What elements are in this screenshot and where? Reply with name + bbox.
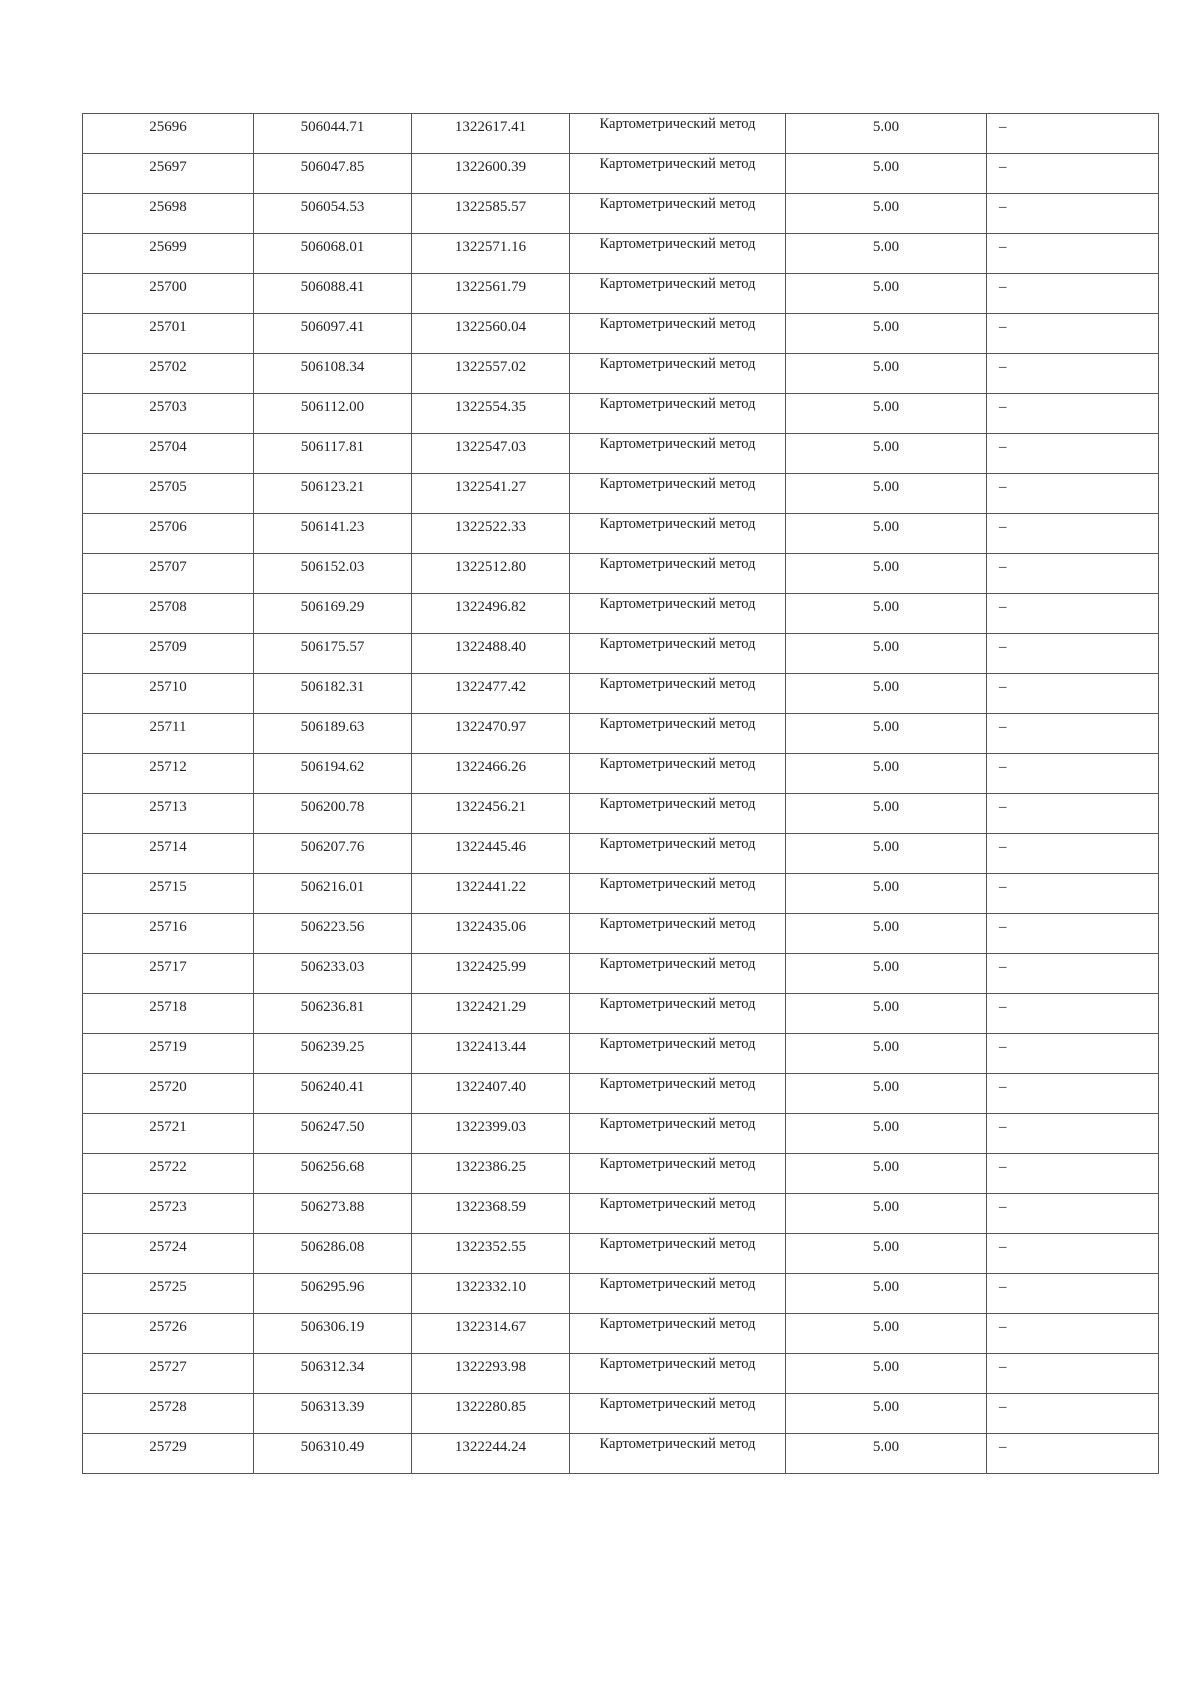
x-coordinate-cell: 506189.63 <box>254 714 412 754</box>
note-cell: – <box>987 1154 1159 1194</box>
table-row <box>83 954 1159 994</box>
point-number-cell: 25713 <box>83 794 254 834</box>
table-row <box>83 274 1159 314</box>
table-row <box>83 1034 1159 1074</box>
x-coordinate-cell: 506312.34 <box>254 1354 412 1394</box>
x-coordinate-cell: 506044.71 <box>254 114 412 154</box>
accuracy-cell: 5.00 <box>786 554 987 594</box>
method-cell: Картометрический метод <box>570 954 786 994</box>
accuracy-cell: 5.00 <box>786 1034 987 1074</box>
accuracy-cell: 5.00 <box>786 874 987 914</box>
x-coordinate-cell: 506068.01 <box>254 234 412 274</box>
accuracy-cell: 5.00 <box>786 314 987 354</box>
point-number-cell: 25703 <box>83 394 254 434</box>
x-coordinate-cell: 506182.31 <box>254 674 412 714</box>
coordinates-table-body <box>83 114 1159 1474</box>
accuracy-cell: 5.00 <box>786 1314 987 1354</box>
note-cell: – <box>987 554 1159 594</box>
table-row <box>83 1154 1159 1194</box>
table-row <box>83 314 1159 354</box>
point-number-cell: 25719 <box>83 1034 254 1074</box>
table-row <box>83 1394 1159 1434</box>
accuracy-cell: 5.00 <box>786 114 987 154</box>
point-number-cell: 25702 <box>83 354 254 394</box>
note-cell: – <box>987 754 1159 794</box>
table-row <box>83 114 1159 154</box>
method-cell: Картометрический метод <box>570 1154 786 1194</box>
y-coordinate-cell: 1322435.06 <box>412 914 570 954</box>
point-number-cell: 25716 <box>83 914 254 954</box>
accuracy-cell: 5.00 <box>786 234 987 274</box>
accuracy-cell: 5.00 <box>786 194 987 234</box>
table-row <box>83 674 1159 714</box>
y-coordinate-cell: 1322421.29 <box>412 994 570 1034</box>
accuracy-cell: 5.00 <box>786 1434 987 1474</box>
note-cell: – <box>987 354 1159 394</box>
method-cell: Картометрический метод <box>570 1194 786 1234</box>
table-row <box>83 1194 1159 1234</box>
method-cell: Картометрический метод <box>570 194 786 234</box>
y-coordinate-cell: 1322496.82 <box>412 594 570 634</box>
table-row <box>83 794 1159 834</box>
method-cell: Картометрический метод <box>570 1114 786 1154</box>
note-cell: – <box>987 194 1159 234</box>
y-coordinate-cell: 1322522.33 <box>412 514 570 554</box>
point-number-cell: 25698 <box>83 194 254 234</box>
accuracy-cell: 5.00 <box>786 354 987 394</box>
note-cell: – <box>987 994 1159 1034</box>
x-coordinate-cell: 506233.03 <box>254 954 412 994</box>
y-coordinate-cell: 1322425.99 <box>412 954 570 994</box>
y-coordinate-cell: 1322585.57 <box>412 194 570 234</box>
note-cell: – <box>987 1274 1159 1314</box>
y-coordinate-cell: 1322470.97 <box>412 714 570 754</box>
note-cell: – <box>987 594 1159 634</box>
y-coordinate-cell: 1322386.25 <box>412 1154 570 1194</box>
y-coordinate-cell: 1322466.26 <box>412 754 570 794</box>
point-number-cell: 25712 <box>83 754 254 794</box>
y-coordinate-cell: 1322407.40 <box>412 1074 570 1114</box>
point-number-cell: 25697 <box>83 154 254 194</box>
table-row <box>83 554 1159 594</box>
point-number-cell: 25708 <box>83 594 254 634</box>
method-cell: Картометрический метод <box>570 874 786 914</box>
method-cell: Картометрический метод <box>570 1434 786 1474</box>
note-cell: – <box>987 874 1159 914</box>
y-coordinate-cell: 1322554.35 <box>412 394 570 434</box>
y-coordinate-cell: 1322314.67 <box>412 1314 570 1354</box>
method-cell: Картометрический метод <box>570 314 786 354</box>
point-number-cell: 25707 <box>83 554 254 594</box>
coordinates-table <box>82 113 1159 1474</box>
point-number-cell: 25700 <box>83 274 254 314</box>
y-coordinate-cell: 1322512.80 <box>412 554 570 594</box>
y-coordinate-cell: 1322600.39 <box>412 154 570 194</box>
accuracy-cell: 5.00 <box>786 434 987 474</box>
accuracy-cell: 5.00 <box>786 1394 987 1434</box>
accuracy-cell: 5.00 <box>786 674 987 714</box>
table-row <box>83 354 1159 394</box>
note-cell: – <box>987 274 1159 314</box>
method-cell: Картометрический метод <box>570 234 786 274</box>
method-cell: Картометрический метод <box>570 1354 786 1394</box>
note-cell: – <box>987 714 1159 754</box>
point-number-cell: 25717 <box>83 954 254 994</box>
note-cell: – <box>987 434 1159 474</box>
point-number-cell: 25714 <box>83 834 254 874</box>
point-number-cell: 25710 <box>83 674 254 714</box>
note-cell: – <box>987 1234 1159 1274</box>
note-cell: – <box>987 954 1159 994</box>
y-coordinate-cell: 1322488.40 <box>412 634 570 674</box>
x-coordinate-cell: 506256.68 <box>254 1154 412 1194</box>
note-cell: – <box>987 794 1159 834</box>
method-cell: Картометрический метод <box>570 594 786 634</box>
accuracy-cell: 5.00 <box>786 834 987 874</box>
note-cell: – <box>987 1034 1159 1074</box>
y-coordinate-cell: 1322547.03 <box>412 434 570 474</box>
table-row <box>83 634 1159 674</box>
method-cell: Картометрический метод <box>570 394 786 434</box>
x-coordinate-cell: 506054.53 <box>254 194 412 234</box>
point-number-cell: 25704 <box>83 434 254 474</box>
method-cell: Картометрический метод <box>570 474 786 514</box>
x-coordinate-cell: 506223.56 <box>254 914 412 954</box>
point-number-cell: 25715 <box>83 874 254 914</box>
point-number-cell: 25696 <box>83 114 254 154</box>
note-cell: – <box>987 1074 1159 1114</box>
method-cell: Картометрический метод <box>570 1274 786 1314</box>
note-cell: – <box>987 1194 1159 1234</box>
table-row <box>83 1234 1159 1274</box>
table-row <box>83 1074 1159 1114</box>
table-row <box>83 1354 1159 1394</box>
accuracy-cell: 5.00 <box>786 994 987 1034</box>
x-coordinate-cell: 506047.85 <box>254 154 412 194</box>
accuracy-cell: 5.00 <box>786 594 987 634</box>
method-cell: Картометрический метод <box>570 114 786 154</box>
accuracy-cell: 5.00 <box>786 754 987 794</box>
note-cell: – <box>987 674 1159 714</box>
method-cell: Картометрический метод <box>570 1074 786 1114</box>
y-coordinate-cell: 1322244.24 <box>412 1434 570 1474</box>
x-coordinate-cell: 506286.08 <box>254 1234 412 1274</box>
point-number-cell: 25721 <box>83 1114 254 1154</box>
accuracy-cell: 5.00 <box>786 1154 987 1194</box>
point-number-cell: 25701 <box>83 314 254 354</box>
y-coordinate-cell: 1322477.42 <box>412 674 570 714</box>
point-number-cell: 25706 <box>83 514 254 554</box>
note-cell: – <box>987 1354 1159 1394</box>
y-coordinate-cell: 1322560.04 <box>412 314 570 354</box>
point-number-cell: 25729 <box>83 1434 254 1474</box>
method-cell: Картометрический метод <box>570 1034 786 1074</box>
x-coordinate-cell: 506123.21 <box>254 474 412 514</box>
method-cell: Картометрический метод <box>570 514 786 554</box>
x-coordinate-cell: 506207.76 <box>254 834 412 874</box>
table-row <box>83 1314 1159 1354</box>
y-coordinate-cell: 1322441.22 <box>412 874 570 914</box>
point-number-cell: 25728 <box>83 1394 254 1434</box>
point-number-cell: 25727 <box>83 1354 254 1394</box>
accuracy-cell: 5.00 <box>786 954 987 994</box>
accuracy-cell: 5.00 <box>786 1234 987 1274</box>
x-coordinate-cell: 506313.39 <box>254 1394 412 1434</box>
note-cell: – <box>987 1434 1159 1474</box>
y-coordinate-cell: 1322445.46 <box>412 834 570 874</box>
method-cell: Картометрический метод <box>570 274 786 314</box>
table-row <box>83 754 1159 794</box>
accuracy-cell: 5.00 <box>786 154 987 194</box>
x-coordinate-cell: 506169.29 <box>254 594 412 634</box>
x-coordinate-cell: 506194.62 <box>254 754 412 794</box>
note-cell: – <box>987 1314 1159 1354</box>
point-number-cell: 25699 <box>83 234 254 274</box>
table-row <box>83 914 1159 954</box>
x-coordinate-cell: 506240.41 <box>254 1074 412 1114</box>
y-coordinate-cell: 1322413.44 <box>412 1034 570 1074</box>
y-coordinate-cell: 1322617.41 <box>412 114 570 154</box>
accuracy-cell: 5.00 <box>786 1274 987 1314</box>
point-number-cell: 25724 <box>83 1234 254 1274</box>
table-row <box>83 714 1159 754</box>
y-coordinate-cell: 1322557.02 <box>412 354 570 394</box>
note-cell: – <box>987 634 1159 674</box>
x-coordinate-cell: 506200.78 <box>254 794 412 834</box>
accuracy-cell: 5.00 <box>786 794 987 834</box>
table-row <box>83 1114 1159 1154</box>
y-coordinate-cell: 1322541.27 <box>412 474 570 514</box>
accuracy-cell: 5.00 <box>786 274 987 314</box>
y-coordinate-cell: 1322332.10 <box>412 1274 570 1314</box>
note-cell: – <box>987 514 1159 554</box>
accuracy-cell: 5.00 <box>786 714 987 754</box>
y-coordinate-cell: 1322561.79 <box>412 274 570 314</box>
note-cell: – <box>987 834 1159 874</box>
note-cell: – <box>987 1394 1159 1434</box>
note-cell: – <box>987 154 1159 194</box>
table-row <box>83 874 1159 914</box>
note-cell: – <box>987 394 1159 434</box>
table-row <box>83 1434 1159 1474</box>
point-number-cell: 25709 <box>83 634 254 674</box>
x-coordinate-cell: 506117.81 <box>254 434 412 474</box>
table-row <box>83 394 1159 434</box>
method-cell: Картометрический метод <box>570 1394 786 1434</box>
y-coordinate-cell: 1322399.03 <box>412 1114 570 1154</box>
x-coordinate-cell: 506175.57 <box>254 634 412 674</box>
method-cell: Картометрический метод <box>570 154 786 194</box>
accuracy-cell: 5.00 <box>786 1074 987 1114</box>
y-coordinate-cell: 1322352.55 <box>412 1234 570 1274</box>
point-number-cell: 25720 <box>83 1074 254 1114</box>
point-number-cell: 25726 <box>83 1314 254 1354</box>
x-coordinate-cell: 506112.00 <box>254 394 412 434</box>
table-row <box>83 234 1159 274</box>
accuracy-cell: 5.00 <box>786 474 987 514</box>
table-row <box>83 594 1159 634</box>
table-row <box>83 1274 1159 1314</box>
method-cell: Картометрический метод <box>570 1314 786 1354</box>
table-row <box>83 474 1159 514</box>
x-coordinate-cell: 506088.41 <box>254 274 412 314</box>
method-cell: Картометрический метод <box>570 914 786 954</box>
point-number-cell: 25718 <box>83 994 254 1034</box>
table-row <box>83 834 1159 874</box>
x-coordinate-cell: 506306.19 <box>254 1314 412 1354</box>
accuracy-cell: 5.00 <box>786 394 987 434</box>
point-number-cell: 25722 <box>83 1154 254 1194</box>
x-coordinate-cell: 506097.41 <box>254 314 412 354</box>
method-cell: Картометрический метод <box>570 554 786 594</box>
accuracy-cell: 5.00 <box>786 514 987 554</box>
method-cell: Картометрический метод <box>570 794 786 834</box>
x-coordinate-cell: 506295.96 <box>254 1274 412 1314</box>
x-coordinate-cell: 506310.49 <box>254 1434 412 1474</box>
accuracy-cell: 5.00 <box>786 1114 987 1154</box>
method-cell: Картометрический метод <box>570 634 786 674</box>
method-cell: Картометрический метод <box>570 994 786 1034</box>
accuracy-cell: 5.00 <box>786 634 987 674</box>
point-number-cell: 25711 <box>83 714 254 754</box>
table-row <box>83 154 1159 194</box>
point-number-cell: 25725 <box>83 1274 254 1314</box>
x-coordinate-cell: 506108.34 <box>254 354 412 394</box>
x-coordinate-cell: 506141.23 <box>254 514 412 554</box>
note-cell: – <box>987 1114 1159 1154</box>
x-coordinate-cell: 506236.81 <box>254 994 412 1034</box>
x-coordinate-cell: 506216.01 <box>254 874 412 914</box>
note-cell: – <box>987 234 1159 274</box>
point-number-cell: 25705 <box>83 474 254 514</box>
method-cell: Картометрический метод <box>570 1234 786 1274</box>
method-cell: Картометрический метод <box>570 834 786 874</box>
method-cell: Картометрический метод <box>570 354 786 394</box>
method-cell: Картометрический метод <box>570 714 786 754</box>
note-cell: – <box>987 114 1159 154</box>
y-coordinate-cell: 1322456.21 <box>412 794 570 834</box>
note-cell: – <box>987 474 1159 514</box>
x-coordinate-cell: 506273.88 <box>254 1194 412 1234</box>
y-coordinate-cell: 1322571.16 <box>412 234 570 274</box>
accuracy-cell: 5.00 <box>786 1194 987 1234</box>
table-row <box>83 994 1159 1034</box>
method-cell: Картометрический метод <box>570 434 786 474</box>
accuracy-cell: 5.00 <box>786 914 987 954</box>
x-coordinate-cell: 506239.25 <box>254 1034 412 1074</box>
y-coordinate-cell: 1322293.98 <box>412 1354 570 1394</box>
table-row <box>83 514 1159 554</box>
x-coordinate-cell: 506247.50 <box>254 1114 412 1154</box>
y-coordinate-cell: 1322368.59 <box>412 1194 570 1234</box>
method-cell: Картометрический метод <box>570 754 786 794</box>
method-cell: Картометрический метод <box>570 674 786 714</box>
note-cell: – <box>987 914 1159 954</box>
table-row <box>83 194 1159 234</box>
point-number-cell: 25723 <box>83 1194 254 1234</box>
x-coordinate-cell: 506152.03 <box>254 554 412 594</box>
accuracy-cell: 5.00 <box>786 1354 987 1394</box>
note-cell: – <box>987 314 1159 354</box>
y-coordinate-cell: 1322280.85 <box>412 1394 570 1434</box>
table-row <box>83 434 1159 474</box>
